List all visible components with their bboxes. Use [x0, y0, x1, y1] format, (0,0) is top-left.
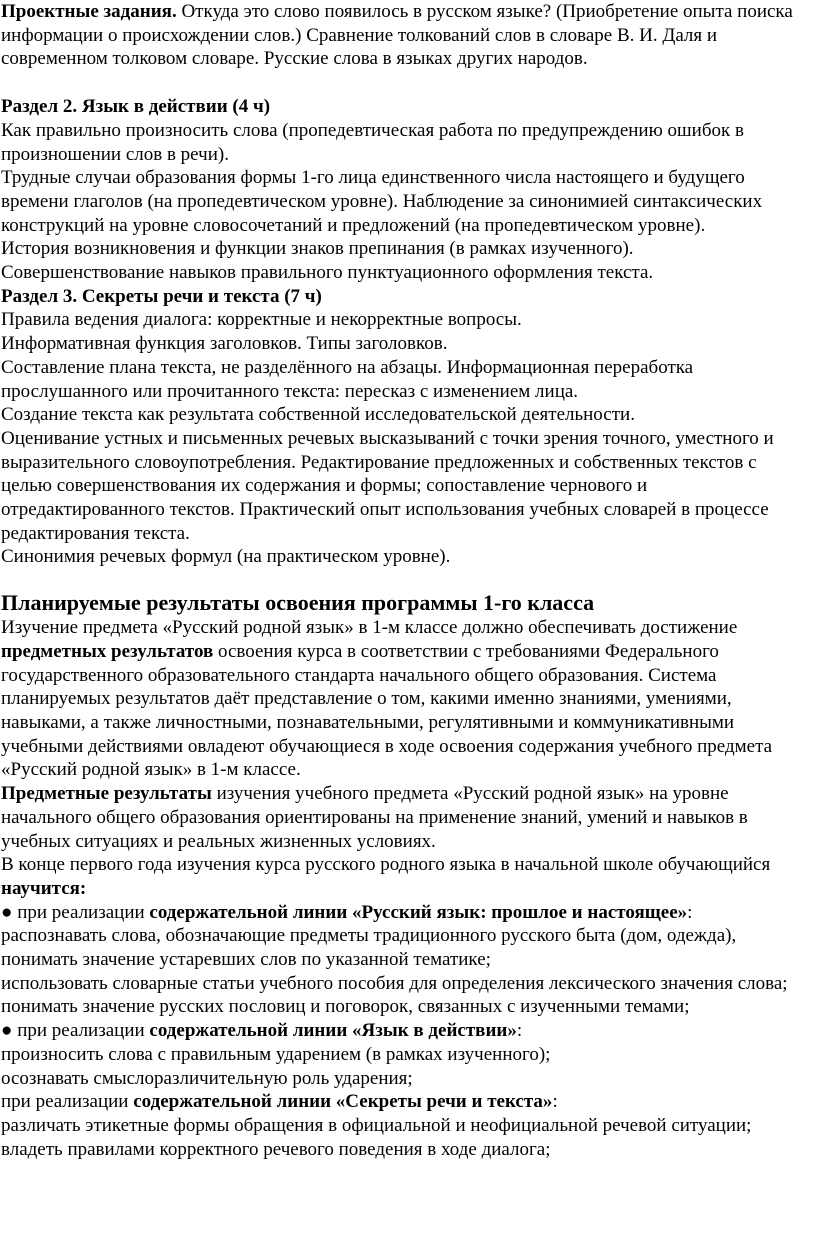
results-paragraph: В конце первого года изучения курса русского родного языка в начальной школе обучающийся научится:: [1, 854, 771, 899]
list-item: осознавать смыслоразличительную роль ударения;: [1, 1067, 413, 1089]
list-item: использовать словарные статьи учебного пособия для определения лексического значения слова;: [1, 972, 788, 994]
section2-paragraph: Как правильно произносить слова (пропедевтическая работа по предупреждению ошибок в произношении слов в речи).: [1, 119, 744, 165]
intro-paragraph: [1, 0, 812, 71]
section3-title: Раздел 3. Секреты речи и текста (7 ч): [1, 285, 322, 307]
intro-lead: Проектные задания.: [1, 1, 177, 22]
list-item: произносить слова с правильным ударением (в рамках изученного);: [1, 1043, 551, 1065]
content-line-heading: ● при реализации содержательной линии «Русский язык: прошлое и настоящее»:: [1, 901, 693, 923]
list-item: различать этикетные формы обращения в официальной и неофициальной речевой ситуации;: [1, 1114, 752, 1136]
spacer: [1, 71, 812, 95]
section2-title: Раздел 2. Язык в действии (4 ч): [1, 96, 271, 118]
section3-paragraph: Синонимия речевых формул (на практическом уровне).: [1, 546, 451, 568]
section3-paragraph: Информативная функция заголовков. Типы заголовков.: [1, 333, 448, 355]
section2-paragraph: Трудные случаи образования формы 1-го лица единственного числа настоящего и будущего времени глаголов (на пропедевтическом уровне). Наблюдение за синонимией синтаксических конструкций на уровне словосочетаний и предложений (на пропедевтическом уровне).: [1, 167, 763, 236]
intro-text: Откуда это слово появилось в русском языке? (Приобретение опыта поиска информации о происхождении слов.) Сравнение толкований слов в словаре В. И. Даля и современном толковом словаре. Русские слова в языках других народов.: [1, 1, 793, 70]
list-item: распознавать слова, обозначающие предметы традиционного русского быта (дом, одежда), понимать значение устаревших слов по указанной тематике;: [1, 925, 737, 971]
section2-paragraph: Совершенствование навыков правильного пунктуационного оформления текста.: [1, 262, 654, 284]
content-line-heading: ● при реализации содержательной линии «Язык в действии»:: [1, 1020, 523, 1042]
section2-paragraph: История возникновения и функции знаков препинания (в рамках изученного).: [1, 238, 634, 260]
content-line-heading: при реализации содержательной линии «Секреты речи и текста»:: [1, 1091, 558, 1113]
section3-paragraph: Создание текста как результата собственной исследовательской деятельности.: [1, 404, 635, 426]
section3-paragraph: Правила ведения диалога: корректные и некорректные вопросы.: [1, 309, 522, 331]
list-item: владеть правилами корректного речевого поведения в ходе диалога;: [1, 1138, 551, 1160]
section3-paragraph: Составление плана текста, не разделённого на абзацы. Информационная переработка прослушанного или прочитанного текста: пересказ с изменением лица.: [1, 356, 694, 402]
results-paragraph: Изучение предмета «Русский родной язык» в 1-м классе должно обеспечивать достижение предметных результатов освоения курса в соответствии с требованиями Федерального государственного образовательного стандарта начального общего образования. Система планируемых результатов даёт представление о том, какими именно знаниями, умениями, навыками, а также личностными, познавательными, регулятивными и коммуникативными учебными действиями овладеют обучающиеся в ходе освоения содержания учебного предмета «Русский родной язык» в 1-м классе.: [1, 617, 773, 781]
results-paragraph: Предметные результаты изучения учебного предмета «Русский родной язык» на уровне начального общего образования ориентированы на применение знаний, умений и навыков в учебных ситуациях и реальных жизненных условиях.: [1, 783, 748, 852]
spacer: [1, 569, 812, 589]
results-heading: Планируемые результаты освоения программы 1-го класса: [1, 590, 595, 616]
section3-paragraph: Оценивание устных и письменных речевых высказываний с точки зрения точного, уместного и выразительного словоупотребления. Редактирование предложенных и собственных текстов с целью совершенствования их содержания и формы; сопоставление чернового и отредактированного текстов. Практический опыт использования учебных словарей в процессе редактирования текста.: [1, 427, 774, 544]
list-item: понимать значение русских пословиц и поговорок, связанных с изученными темами;: [1, 996, 690, 1018]
